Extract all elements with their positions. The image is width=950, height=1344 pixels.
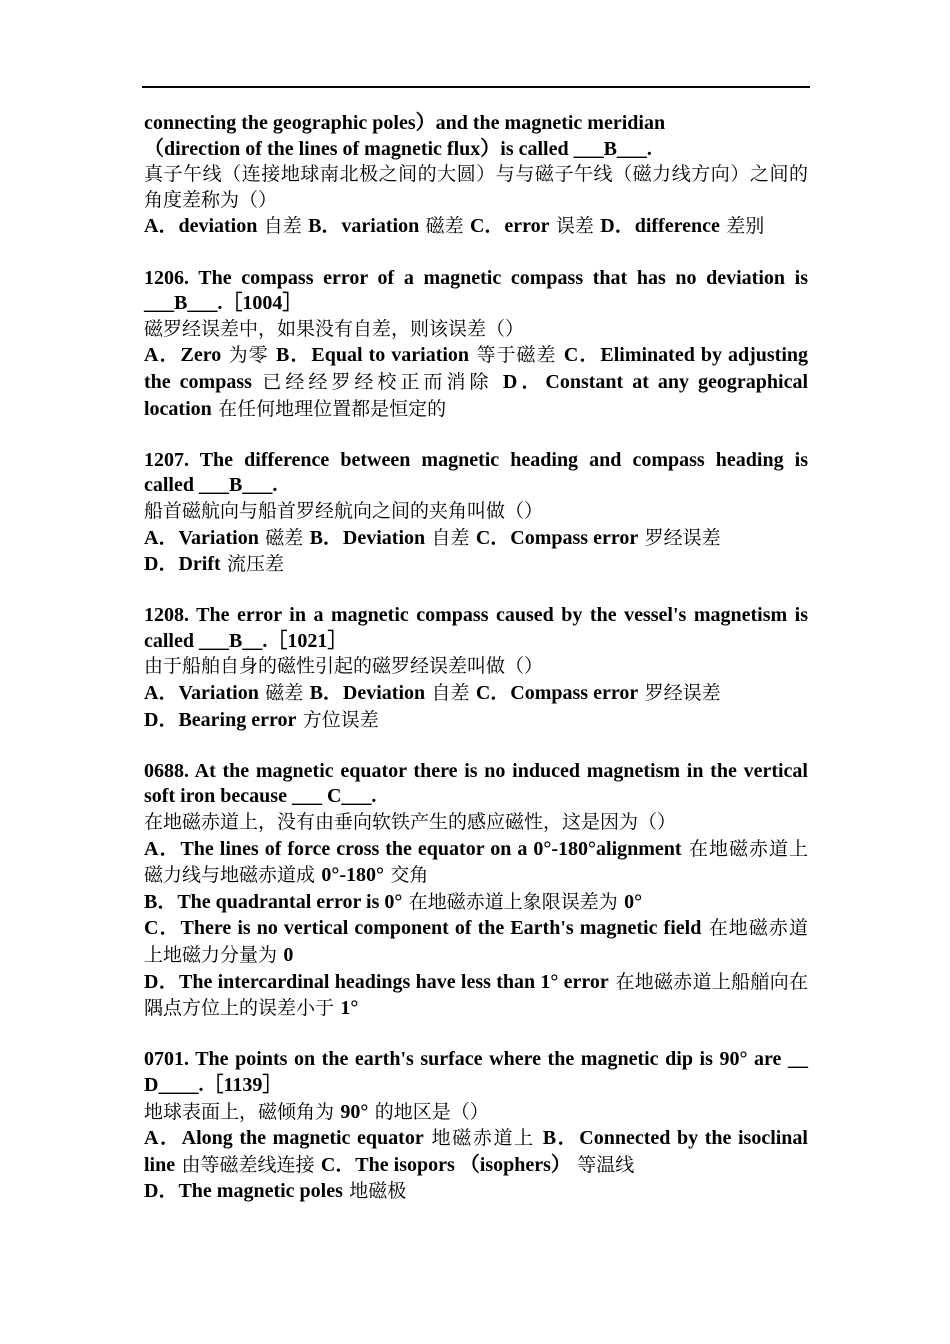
options: [144, 680, 808, 707]
option-b: B．Deviation: [309, 526, 426, 549]
question-1206: [144, 266, 808, 423]
option-c-translation: 误差: [555, 215, 594, 238]
question-1208: [144, 603, 808, 733]
option-d: D．The intercardinal headings have less than 1° error: [144, 970, 609, 993]
question-translation: 船首磁航向与船首罗经航向之间的夹角叫做（）: [144, 499, 544, 522]
option-d: D．Bearing error: [144, 708, 297, 731]
option-b: B．Deviation: [309, 682, 426, 705]
option-a: A．Variation: [144, 682, 259, 705]
option-c: C．There is no vertical component of the Earth's magnetic field: [144, 917, 702, 940]
question-translation: 磁罗经误差中，如果没有自差，则该误差（）: [144, 317, 525, 340]
question-stem-line: （direction of the lines of magnetic flux）is called ___B___.: [144, 137, 652, 160]
option-b-translation: 由等磁差线连接: [181, 1153, 315, 1176]
option-c-translation: 罗经误差: [644, 682, 721, 705]
option-a: A．Variation: [144, 526, 259, 549]
option-a-translation: 地磁赤道上: [431, 1127, 535, 1150]
option-c: C．Compass error: [475, 682, 639, 705]
option-a-translation: 磁差: [265, 526, 304, 549]
option-b: B．Connected by the isoclinal line: [144, 1127, 808, 1176]
question-translation: 由于船舶自身的磁性引起的磁罗经误差叫做（）: [144, 655, 544, 678]
options: [144, 1178, 808, 1205]
option-a: A．The lines of force cross the equator on a 0°-180°alignment: [144, 837, 682, 860]
option-d-translation: 差别: [726, 215, 765, 238]
question-translation: 在地磁赤道上，没有由垂向软铁产生的感应磁性，这是因为（）: [144, 811, 677, 834]
option-c-translation: 在地磁赤道上地磁力分量为: [144, 917, 808, 966]
option-c: C．The isopors （isophers）: [320, 1153, 571, 1176]
question-0688: [144, 759, 808, 1022]
option-b-translation: 自差: [431, 526, 470, 549]
option-d-translation: 流压差: [227, 553, 285, 576]
option-a-translation: 磁差: [265, 682, 304, 705]
question-0701: [144, 1047, 808, 1205]
question-translation-end: 的地区是（）: [374, 1100, 489, 1123]
option-a: A．Zero: [144, 344, 222, 367]
option-c-translation: 罗经误差: [644, 526, 721, 549]
question-intro: [144, 111, 808, 240]
question-1207: [144, 448, 808, 578]
option-c-translation: 已经经罗经校正而消除: [262, 370, 493, 393]
question-translation: 真子午线（连接地球南北极之间的大圆）与与磁子午线（磁力线方向）之间的角度差称为（）: [144, 163, 808, 211]
option-d-translation: 地磁极: [349, 1180, 407, 1203]
question-stem: 1206. The compass error of a magnetic compass that has no deviation is ___B___.［1004］: [144, 266, 808, 315]
question-translation: 地球表面上，磁倾角为: [144, 1100, 335, 1123]
options: [144, 707, 808, 734]
question-stem: 1207. The difference between magnetic heading and compass heading is called ___B___.: [144, 448, 808, 497]
option-a-translation: 在地磁赤道上磁力线与地磁赤道成: [144, 837, 808, 887]
option-c-line: [144, 915, 808, 968]
option-d: D．Drift: [144, 553, 221, 576]
option-d: D．difference: [600, 215, 720, 238]
options: [144, 551, 808, 578]
option-d-translation: 在任何地理位置都是恒定的: [218, 397, 447, 420]
option-c: C．error: [469, 215, 550, 238]
options: [144, 213, 808, 240]
option-a-translation-end: 交角: [390, 864, 429, 887]
option-b-line: [144, 889, 808, 916]
option-b-translation: 等于磁差: [476, 344, 557, 367]
option-a: A．Along the magnetic equator: [144, 1127, 424, 1150]
option-d: D．Constant at any geographical location: [144, 370, 809, 420]
question-stem-line: connecting the geographic poles）and the magnetic meridian: [144, 112, 666, 134]
option-d-line: [144, 969, 808, 1022]
question-stem: 0701. The points on the earth's surface where the magnetic dip is 90° are __ D____.［1139］: [144, 1048, 808, 1096]
option-c-value: 0: [283, 944, 294, 966]
option-c-translation: 等温线: [577, 1153, 635, 1176]
question-stem: 1208. The error in a magnetic compass caused by the vessel's magnetism is called ___B__.［1021］: [144, 604, 808, 652]
question-stem: 0688. At the magnetic equator there is no induced magnetism in the vertical soft iron because ___ C___.: [144, 759, 808, 808]
option-d-value: 1°: [340, 997, 359, 1020]
options: [144, 342, 808, 422]
option-b: B．variation: [308, 215, 420, 238]
option-d: D．The magnetic poles: [144, 1180, 343, 1203]
option-b-value: 0°: [624, 890, 643, 913]
header-rule: [142, 86, 810, 88]
question-translation-line: [144, 1099, 808, 1126]
option-c: C．Compass error: [475, 526, 639, 549]
option-d-translation: 在地磁赤道上船艏向在隅点方位上的误差小于: [144, 970, 808, 1020]
options: [144, 525, 808, 552]
option-b: B．The quadrantal error is 0°: [144, 890, 403, 913]
option-a-translation: 自差: [263, 215, 302, 238]
option-c: C．Eliminated by adjusting the compass: [144, 344, 809, 393]
option-a-value: 0°-180°: [321, 864, 385, 887]
option-b-translation: 磁差: [425, 215, 464, 238]
option-b-translation: 在地磁赤道上象限误差为: [408, 890, 618, 913]
dip-value: 90°: [340, 1100, 369, 1123]
option-a-translation: 为零: [228, 344, 269, 367]
option-b: B．Equal to variation: [276, 344, 470, 367]
document-body: [144, 111, 808, 1205]
option-b-translation: 自差: [431, 682, 470, 705]
option-a: A．deviation: [144, 215, 258, 238]
options: [144, 1125, 808, 1178]
option-d-translation: 方位误差: [302, 708, 379, 731]
option-a-line: [144, 836, 808, 889]
